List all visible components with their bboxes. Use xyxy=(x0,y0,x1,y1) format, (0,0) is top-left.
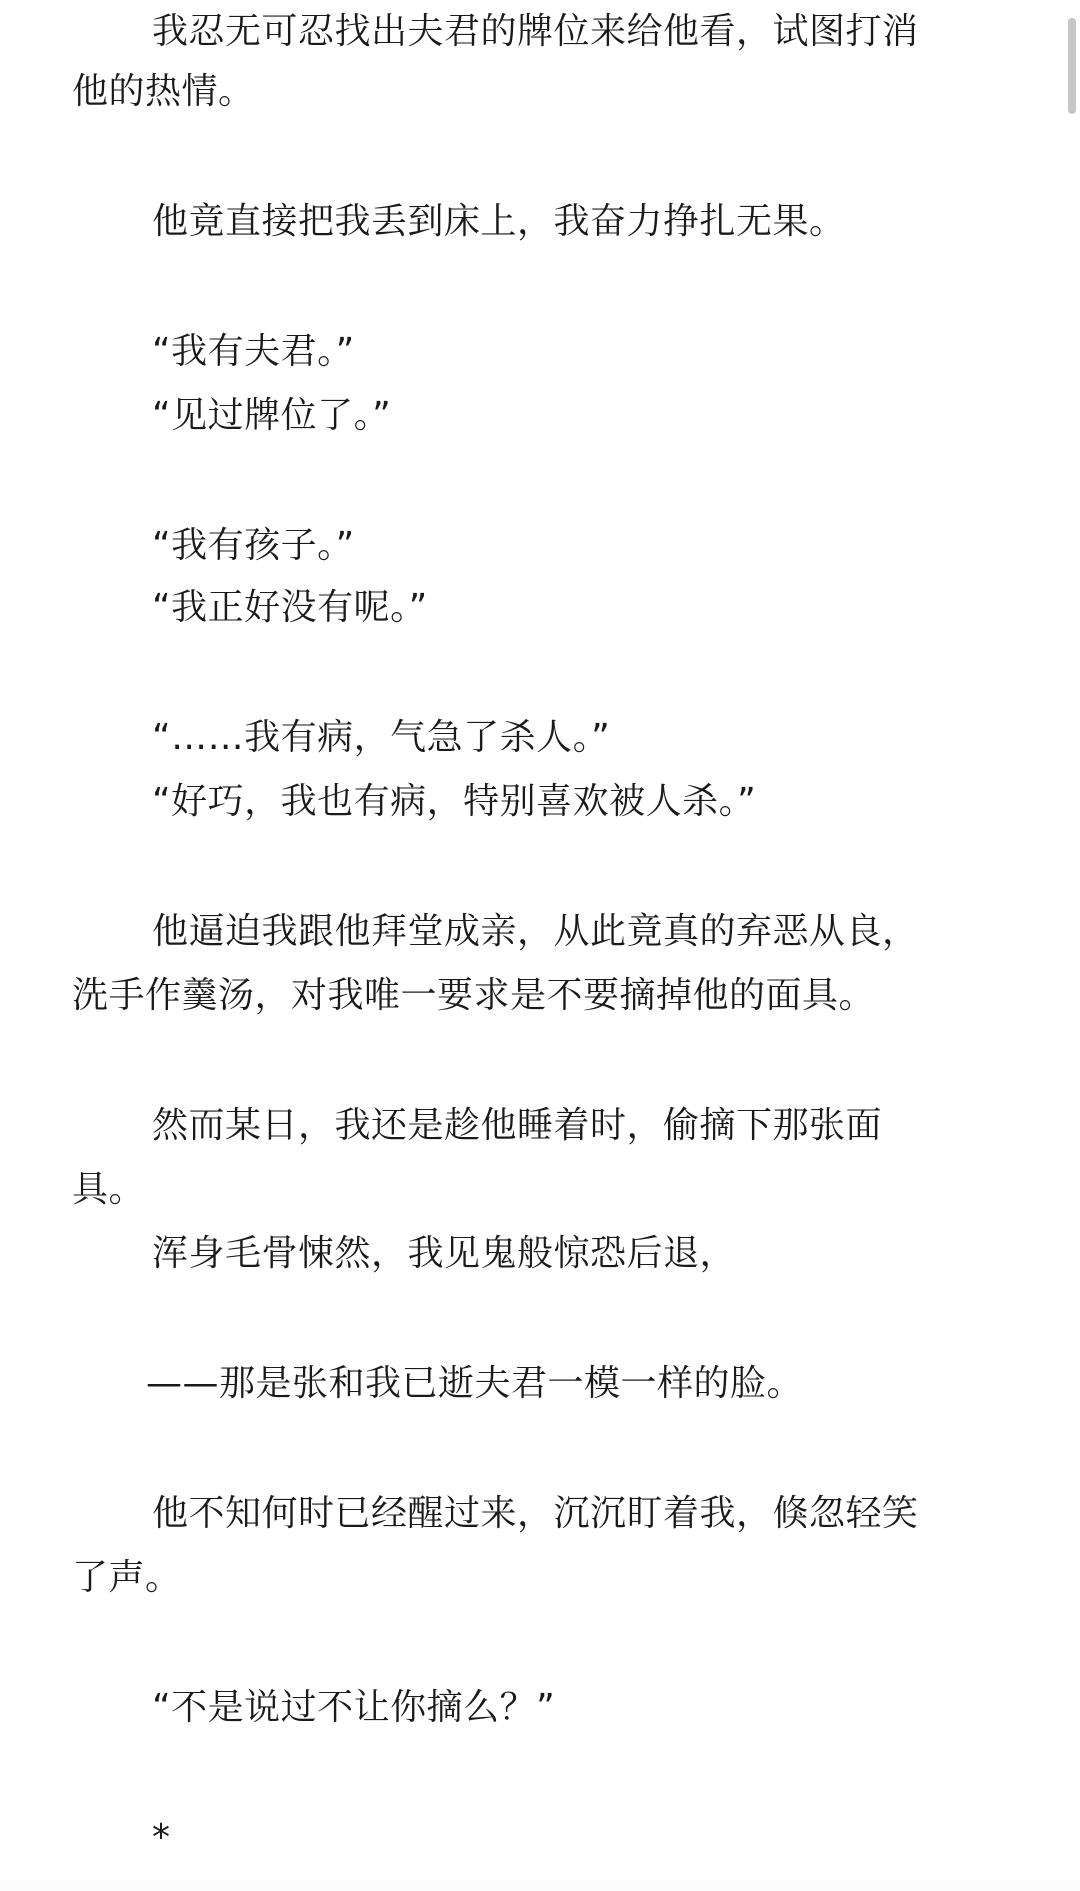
dialogue-line: “见过牌位了。” xyxy=(152,395,392,436)
bottom-fade xyxy=(0,1869,1080,1891)
scrollbar-thumb[interactable] xyxy=(1068,18,1076,114)
dialogue-line: “不是说过不让你摘么？” xyxy=(152,1687,556,1728)
paragraph-line: 了声。 xyxy=(72,1557,182,1598)
dialogue-line: “好巧，我也有病，特别喜欢被人杀。” xyxy=(152,781,757,822)
paragraph-line: 他逼迫我跟他拜堂成亲，从此竟真的弃恶从良， xyxy=(152,911,919,952)
paragraph-line: 然而某日，我还是趁他睡着时，偷摘下那张面 xyxy=(152,1105,883,1146)
dialogue-line: “我有孩子。” xyxy=(152,525,355,566)
paragraph-line: 我忍无可忍找出夫君的牌位来给他看，试图打消 xyxy=(152,11,919,52)
section-separator: * xyxy=(152,1817,171,1858)
dialogue-line: “我正好没有呢。” xyxy=(152,587,428,628)
paragraph-line: 浑身毛骨悚然，我见鬼般惊恐后退， xyxy=(152,1233,737,1274)
paragraph-line: 他不知何时已经醒过来，沉沉盯着我，倏忽轻笑 xyxy=(152,1493,919,1534)
paragraph-line: 他的热情。 xyxy=(72,71,255,112)
paragraph-line: 具。 xyxy=(72,1169,146,1210)
paragraph-line: 洗手作羹汤，对我唯一要求是不要摘掉他的面具。 xyxy=(72,975,876,1016)
dialogue-line: “我有夫君。” xyxy=(152,331,355,372)
paragraph-line: 他竟直接把我丢到床上，我奋力挣扎无果。 xyxy=(152,201,846,242)
paragraph-line: ——那是张和我已逝夫君一模一样的脸。 xyxy=(146,1363,804,1404)
dialogue-line: “……我有病，气急了杀人。” xyxy=(152,717,611,758)
